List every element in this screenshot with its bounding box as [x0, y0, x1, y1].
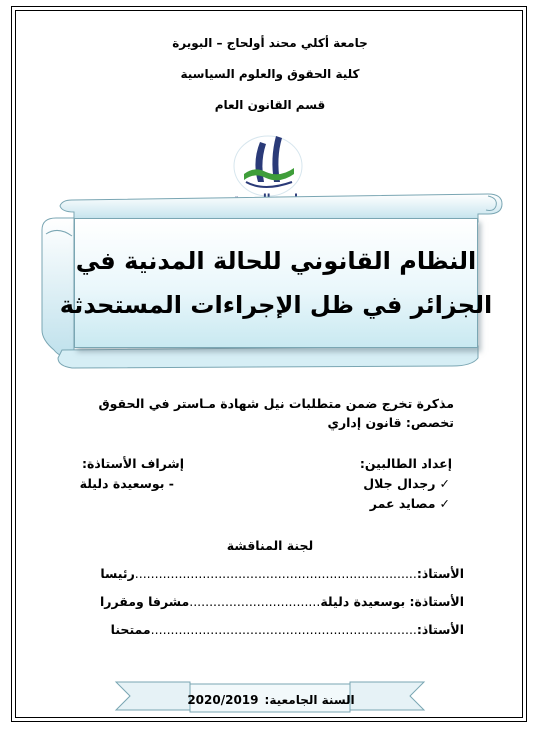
- committee-role: رئيسا: [100, 566, 135, 581]
- committee-member: الأستاذ:: [416, 622, 464, 637]
- committee-role: ممتحنا: [110, 622, 151, 637]
- committee-dots: ...................................................................: [150, 622, 417, 637]
- academic-year-label: السنة الجامعية:: [264, 693, 355, 707]
- committee-row: [100, 566, 464, 581]
- title-scroll: [32, 190, 510, 372]
- committee-dots: .................................: [189, 594, 321, 609]
- committee-member: الأستاذ:: [416, 566, 464, 581]
- committee-row: [111, 622, 464, 637]
- committee-heading: لجنة المناقشة: [226, 538, 314, 553]
- thesis-title-line-1: النظام القانوني للحالة المدنية في: [75, 247, 477, 275]
- student-item: [370, 496, 450, 511]
- faculty-name: كلية الحقوق والعلوم السياسية: [180, 67, 360, 81]
- student-name: رجدال جلال: [363, 476, 436, 491]
- committee-member: الأستاذة: بوسعيدة دليلة: [320, 594, 464, 609]
- memo-specialty: تخصص: قانون إداري: [327, 415, 454, 430]
- committee-role: مشرفا ومقررا: [99, 594, 190, 609]
- academic-year-value: 2020/2019: [187, 693, 259, 707]
- academic-year: [187, 688, 355, 712]
- student-name: مصايد عمر: [369, 496, 436, 511]
- academic-year-ribbon: [110, 670, 430, 714]
- committee-row: [100, 594, 464, 609]
- thesis-title-line-2: الجزائر في ظل الإجراءات المستحدثة: [59, 291, 493, 319]
- department-name: قسم القانون العام: [214, 98, 326, 112]
- university-name: جامعة أكلي محند أولحاج – البويرة: [172, 36, 368, 50]
- memo-purpose: مذكرة تخرج ضمن متطلبات نيل شهادة مـاستر في الحقوق: [98, 396, 454, 411]
- students-heading: إعداد الطالبين:: [359, 456, 452, 471]
- supervisor-heading: إشراف الأستاذة:: [82, 456, 184, 471]
- student-item: [363, 476, 450, 491]
- check-icon: ✓: [439, 496, 450, 511]
- check-icon: ✓: [439, 476, 450, 491]
- committee-dots: .......................................................................: [134, 566, 417, 581]
- title-box: [59, 218, 493, 348]
- supervisor-name: - بوسعيدة دليلة: [79, 476, 174, 491]
